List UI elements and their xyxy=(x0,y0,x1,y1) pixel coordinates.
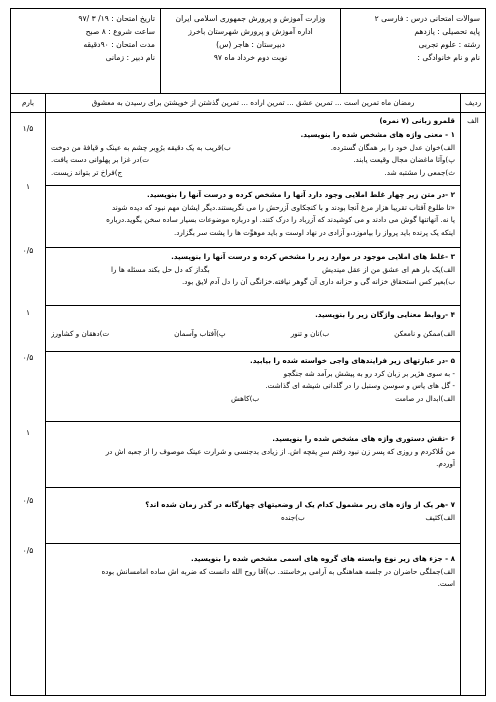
question-1-row-3: ث)جمعی را مشتبه شد. ج)فراخ تر بتواند زیست. xyxy=(51,167,455,177)
question-6-prompt: ۶ -نقش دستوری واژه های مشخص شده را بنویسید. xyxy=(272,434,455,443)
question-2-text-3: اینکه یک پرنده باید پرواز را بیاموزد،و آزادی در نهاد اوست و باید موهوِّت ها را پشت سر بگزارد. xyxy=(173,227,455,237)
question-2 xyxy=(45,186,461,248)
question-8-text-1: الف)جملگی حاضران در جلسه هماهنگی به آرامی برخاستند. ب)آقا روح الله دانست که ضربه اش ساده امامسانش بوده xyxy=(101,566,455,576)
question-3 xyxy=(45,248,461,306)
question-4-options: الف)ممکن و نامعکن ب)نان و تنور پ)آفتاب وآسمان ت)دهقان و کشاورز xyxy=(51,328,455,338)
question-4-prompt: ۴ -روابط معنایی واژگان زیر را بنویسید. xyxy=(315,310,455,319)
question-5-line-1: - به سوی هژیر بر زبان کرد رو به پیشش برآمد شه جنگجو xyxy=(283,368,455,378)
exam-duration: مدت امتحان : ۹۰دقیقه xyxy=(83,40,155,49)
ministry-name: وزارت آموزش و پرورش جمهوری اسلامی ایران xyxy=(175,14,326,23)
question-6-text-2: آوردم. xyxy=(436,459,455,469)
score-column-header: بارم xyxy=(21,98,35,107)
score-5: ۰/۵ xyxy=(22,353,34,362)
question-5-line-2: - گل های یاس و سوسن وسنبل را در گلدانی شیشه ای گذاشت. xyxy=(265,381,455,391)
header-subject-info xyxy=(341,9,485,93)
score-1: ۱/۵ xyxy=(22,124,34,133)
question-7 xyxy=(45,488,461,544)
subject-title: سوالات امتحانی درس : فارسی ۲ xyxy=(374,14,480,23)
grade-level: پایه تحصیلی : یازدهم xyxy=(414,27,480,36)
question-table xyxy=(10,94,486,696)
teacher-name: نام دبیر : زمانی xyxy=(105,53,155,62)
question-3-prompt: ۳ -غلط های املایی موجود در موارد زیر را مشخص کرده و درست آنها را بنویسید. xyxy=(171,252,455,261)
score-2: ۱ xyxy=(25,182,31,191)
motto-header: رمضان ماه تمرین است ... تمرین عشق ... تمرین اراده ... تمرین گذشتن از خویشتن برای رسیدن به معشوق xyxy=(91,98,415,107)
student-name-label: نام و نام خانوادگی : xyxy=(417,53,480,62)
exam-date: تاریخ امتحان : ۱۹/ ۳ /۹۷ xyxy=(78,14,155,23)
question-8-prompt: ۸ - جزء های زیر نوع وابسته های گروه های اسمی مشخص شده را بنویسید. xyxy=(191,554,455,563)
question-3-verse: الف)یک بار هم ای عشق من از عقل میندیش بگداز که دل حل بکند مسئله ها را xyxy=(111,264,455,274)
field-of-study: رشته : علوم تجربی xyxy=(418,40,480,49)
education-office: اداره آموزش و پرورش شهرستان باخرز xyxy=(188,27,313,36)
question-1-prompt: ۱ - معنی واژه های مشخص شده را بنویسید. xyxy=(300,130,455,139)
section-label-alef: الف xyxy=(467,116,479,125)
section-title: قلمرو زبانی (۷ نمره) xyxy=(379,116,455,125)
question-2-prompt: ۲ -در متن زیر چهار غلط املایی وجود دارد آنها را مشخص کرده و درست آنها را بنویسید. xyxy=(146,190,455,199)
header-institution xyxy=(161,9,341,93)
question-5-prompt: ۵ -در عبارتهای زیر فرایندهای واجی خواسته شده را بیابید. xyxy=(250,356,455,365)
question-8-text-2: است. xyxy=(437,579,455,589)
question-2-text-1: «تا طلوع آفتاب تقریبا هزار مرغ آنجا بودند و با کنجکاوی آزرحش را می نگریستند.دیگر ایشان مهم نبود که دیده شوند xyxy=(111,202,455,212)
question-1-row-2: پ)وآثا ماغضان مجال وقیعت یابند. ت)در غزا بر پهلوانی دست یافت. xyxy=(51,155,455,165)
question-6-text-1: من فُلاکردم و روزی که پسر زن نبود رفتم سرِ یقچه اش. از زیادی بدجنسی و شرارت عینک موصوف را از جعبه اش در xyxy=(105,446,455,456)
exam-session: نوبت دوم خرداد ماه ۹۷ xyxy=(213,53,288,62)
row-column-header: ردیف xyxy=(464,98,482,107)
score-6: ۱ xyxy=(25,428,31,437)
question-8 xyxy=(45,544,461,696)
question-5 xyxy=(45,352,461,422)
question-1-row-1: الف)خوان عدل خود را بر همگان گسترده. ب)قریب به یک دقیقه برُوِبر چشم به عینک و قیافهٔ من دوخت xyxy=(51,142,455,152)
score-7: ۰/۵ xyxy=(22,496,34,505)
header-exam-info xyxy=(11,9,161,93)
question-4 xyxy=(45,306,461,352)
question-7-options: الف)کثیف ب)جنده xyxy=(281,512,455,522)
score-3: ۰/۵ xyxy=(22,246,34,255)
question-5-options: الف)ابدال در صامت ب)کاهش xyxy=(231,393,455,403)
question-2-text-2: یا نه. آنهاتنها گوش می دادند و می کوشیدند که آزرباد را درک کنند. او درباره موضوعات بسیار ساده سخن بگوید.درباره xyxy=(106,215,455,225)
school-name: دبیرستان : هاجر (س) xyxy=(216,40,285,49)
question-1 xyxy=(45,126,461,186)
questions-body xyxy=(45,112,461,695)
score-4: ۱ xyxy=(25,308,31,317)
question-7-prompt: ۷ -هر یک از واژه های زیر مشمول کدام یک از وضعیتهای چهارگانه در گذر زمان شده اند؟ xyxy=(145,500,455,509)
exam-header xyxy=(10,8,486,94)
column-header-row xyxy=(11,94,485,113)
question-3-text: ب)بعیر کس استحقاق خزانه گی و حزانه داری آن گوهر نیافته.خزانگی آن را دل آدم لایق بود. xyxy=(182,277,455,287)
exam-start-time: ساعت شروع : ۸ صبح xyxy=(85,27,155,36)
score-8: ۰/۵ xyxy=(22,546,34,555)
question-6 xyxy=(45,422,461,488)
